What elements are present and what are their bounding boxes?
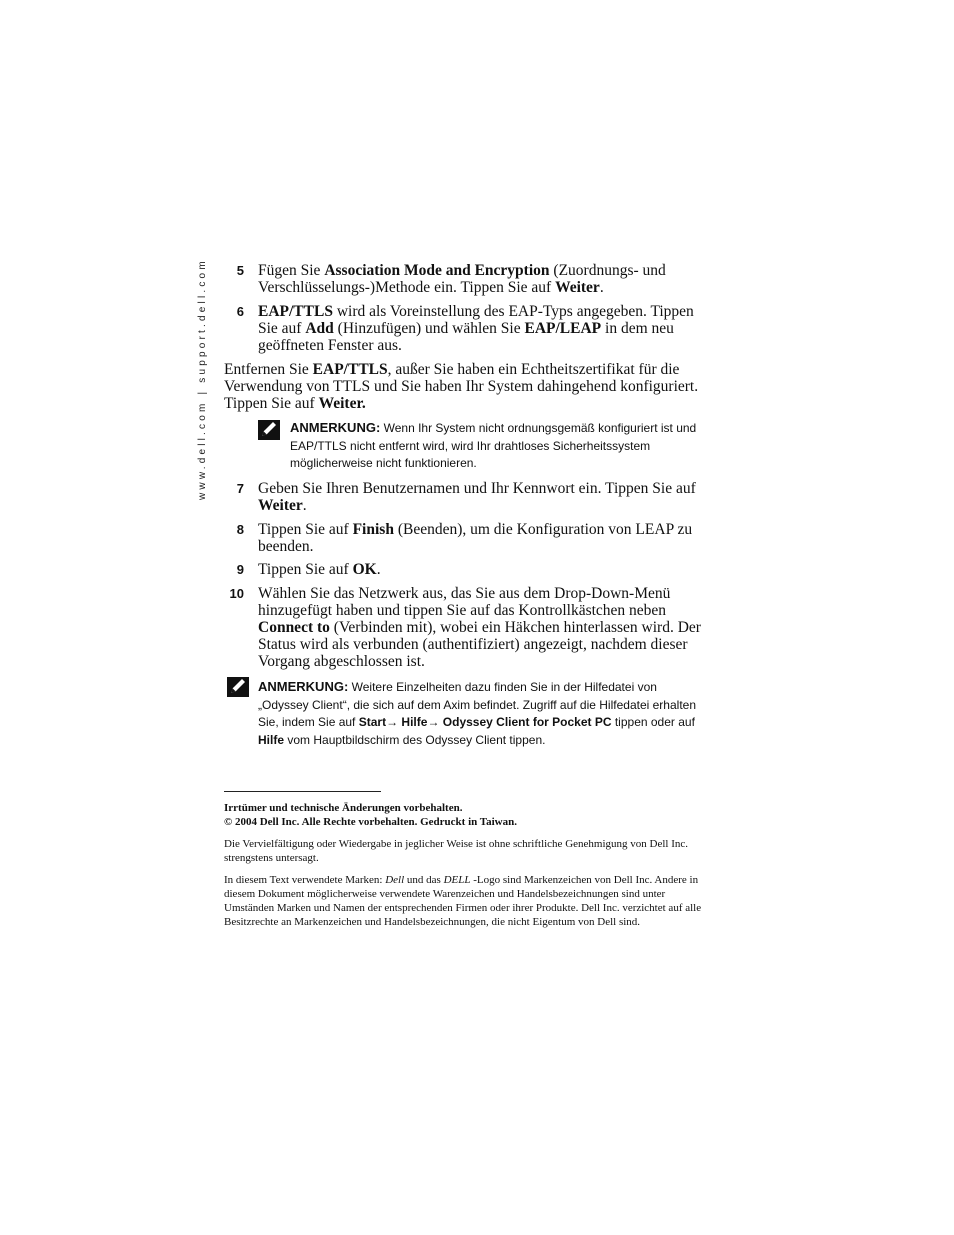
bold-term: Weiter. (318, 395, 366, 412)
footer-divider (224, 791, 381, 792)
step-7 (224, 480, 704, 516)
bold-term: Hilfe (401, 715, 428, 729)
bold-term: Add (305, 320, 334, 337)
text-run: Tippen Sie auf (258, 521, 353, 538)
text-run: . (376, 561, 381, 578)
text-run: und das (404, 874, 444, 886)
text-run: In diesem Text verwendete Marken: (224, 874, 386, 886)
text-run: Tippen Sie auf (258, 561, 353, 578)
text-run: (Verbinden mit), wobei ein Häkchen hinterlassen wird. Der Status wird als verbunden (authentifiziert) angezeigt, nachdem dieser Vorgang abgeschlossen ist. (258, 619, 701, 670)
footer-line-1: Irrtümer und technische Änderungen vorbehalten. (224, 802, 463, 814)
step-number: 6 (236, 304, 244, 319)
text-run: Fügen Sie (258, 262, 325, 279)
step-number: 10 (229, 586, 244, 601)
note-label: ANMERKUNG: (258, 679, 349, 694)
step-text (258, 480, 704, 514)
remove-eap-ttls-paragraph (224, 361, 704, 412)
bold-term: EAP/TTLS (312, 361, 388, 378)
step-number: 5 (236, 263, 244, 278)
footer-legal-heading (224, 801, 704, 829)
text-run: Geben Sie Ihren Benutzernamen und Ihr Kennwort ein. Tippen Sie auf (258, 480, 696, 497)
step-number: 7 (236, 481, 244, 496)
step-6 (224, 303, 704, 357)
step-5 (224, 262, 704, 298)
bold-term: Hilfe (258, 732, 285, 747)
text-run: → (386, 715, 402, 729)
side-url-text: www.dell.com | support.dell.com (197, 258, 208, 500)
text-run: in dem neu geöffneten Fenster aus. (258, 320, 674, 354)
text-run: . (302, 497, 307, 514)
step-8 (224, 521, 704, 557)
text-run: -Logo sind Markenzeichen von Dell Inc. Andere in diesem Dokument möglicherweise verwendete Warenzeichen und Handelsbezeichnungen sind unter Umständen Marken und Namen der entsprechenden Firmen oder ihrer Produkte. Dell Inc. verzichtet auf alle Besitzrechte an Markenzeichen und Handelsbezeichnungen, die nicht Eigentum von Dell sind. (224, 874, 702, 928)
step-number: 9 (236, 562, 244, 577)
text-run: . (599, 279, 604, 296)
text-run: Entfernen Sie (224, 361, 313, 378)
bold-term: EAP/TTLS (258, 303, 333, 320)
text-run: (Hinzufügen) und wählen Sie (333, 320, 525, 337)
step-10 (224, 585, 704, 673)
step-text (258, 561, 704, 578)
text-run: (Beenden), um die Konfiguration von LEAP zu beenden. (258, 521, 693, 555)
step-number: 8 (236, 522, 244, 537)
text-run: (Zuordnungs- und Verschlüsselungs-)Methode ein. Tippen Sie auf (258, 262, 666, 296)
italic-term: DELL (443, 874, 471, 886)
note-label: ANMERKUNG: (290, 420, 381, 435)
bold-term: Finish (352, 521, 394, 538)
step-text (258, 303, 704, 354)
text-run: Weitere Einzelheiten dazu finden Sie in der Hilfedatei von „Odyssey Client“, die sich auf dem Axim befindet. Zugriff auf die Hilfedatei erhalten Sie, indem Sie auf (258, 680, 696, 729)
step-text (258, 521, 704, 555)
step-text (258, 262, 704, 296)
text-run: , außer Sie haben ein Echtheitszertifikat für die Verwendung von TTLS und Sie haben Ihr System dahingehend konfiguriert. Tippen Sie auf (224, 361, 699, 412)
bold-term: OK (352, 561, 377, 578)
note-odyssey-help (258, 678, 704, 749)
text-run: → (427, 715, 443, 729)
bold-term: Weiter (555, 279, 600, 296)
footer-line-2: © 2004 Dell Inc. Alle Rechte vorbehalten. Gedruckt in Taiwan. (224, 816, 517, 828)
footer-trademarks (224, 873, 704, 929)
bold-term: Start (358, 715, 387, 729)
italic-term: Dell (385, 874, 405, 886)
text-run: vom Hauptbildschirm des Odyssey Client tippen. (284, 732, 546, 747)
bold-term: Weiter (258, 497, 303, 514)
note-pencil-icon (258, 420, 280, 440)
text-run: wird als Voreinstellung des EAP-Typs angegeben. Tippen Sie auf (258, 303, 694, 337)
text-run: Wählen Sie das Netzwerk aus, das Sie aus dem Drop-Down-Menü hinzugefügt haben und tippen Sie auf das Kontrollkästchen neben (258, 585, 671, 619)
text-run: tippen oder auf (611, 715, 695, 729)
note-pencil-icon (227, 677, 249, 697)
bold-term: Association Mode and Encryption (324, 262, 550, 279)
bold-term: Connect to (258, 619, 330, 636)
bold-term: EAP/LEAP (524, 320, 602, 337)
step-text (258, 585, 704, 670)
note-eap-ttls (290, 419, 702, 473)
note-text: Wenn Ihr System nicht ordnungsgemäß konfiguriert ist und EAP/TTLS nicht entfernt wird, wird Ihr drahtloses Sicherheitssystem möglicherweise nicht funktionieren. (290, 421, 697, 470)
bold-term: Odyssey Client for Pocket PC (442, 715, 612, 729)
footer-copy-notice: Die Vervielfältigung oder Wiedergabe in jeglicher Weise ist ohne schriftliche Genehmigung von Dell Inc. strengstens untersagt. (224, 838, 688, 864)
step-9 (224, 561, 704, 579)
